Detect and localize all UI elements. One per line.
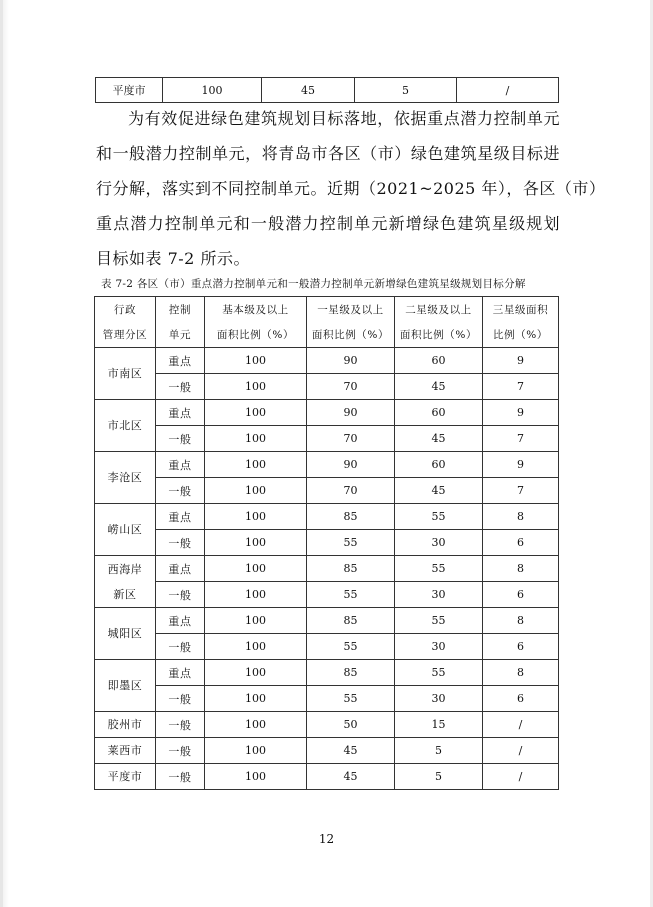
three-star-ratio-cell: 7 <box>483 374 559 400</box>
table-row <box>95 556 559 582</box>
two-star-ratio-cell: 5 <box>395 738 483 764</box>
three-star-ratio-cell: 9 <box>483 452 559 478</box>
basic-ratio-cell: 100 <box>205 504 307 530</box>
three-star-ratio-cell: 6 <box>483 530 559 556</box>
targets-table <box>94 296 559 790</box>
two-star-ratio-cell: 15 <box>395 712 483 738</box>
table-row <box>95 452 559 478</box>
basic-ratio-cell: 100 <box>205 738 307 764</box>
table-row <box>95 400 559 426</box>
one-star-ratio-cell: 45 <box>262 78 355 103</box>
three-star-ratio-cell: 6 <box>483 634 559 660</box>
one-star-ratio-cell: 55 <box>307 634 395 660</box>
table-row <box>95 478 559 504</box>
two-star-ratio-cell: 30 <box>395 582 483 608</box>
two-star-ratio-cell: 45 <box>395 478 483 504</box>
page-number: 12 <box>318 832 335 846</box>
three-star-ratio-cell: 8 <box>483 660 559 686</box>
basic-ratio-cell: 100 <box>205 348 307 374</box>
header-two-star-l1: 二星级及以上 <box>395 297 483 323</box>
one-star-ratio-cell: 85 <box>307 660 395 686</box>
table-row <box>95 712 559 738</box>
one-star-ratio-cell: 55 <box>307 686 395 712</box>
basic-ratio-cell: 100 <box>205 634 307 660</box>
district-name-line2: 新区 <box>113 587 137 601</box>
one-star-ratio-cell: 55 <box>307 530 395 556</box>
two-star-ratio-cell: 45 <box>395 374 483 400</box>
unit-cell: 一般 <box>156 374 205 400</box>
three-star-ratio-cell: / <box>483 738 559 764</box>
two-star-ratio-cell: 60 <box>395 400 483 426</box>
unit-cell: 重点 <box>156 348 205 374</box>
continued-table-fragment <box>95 77 559 103</box>
table-row <box>95 426 559 452</box>
header-unit-l2: 单元 <box>156 322 205 348</box>
one-star-ratio-cell: 45 <box>307 738 395 764</box>
district-cell: 市北区 <box>95 400 156 452</box>
basic-ratio-cell: 100 <box>205 452 307 478</box>
district-cell: 崂山区 <box>95 504 156 556</box>
header-three-star-l2: 比例（%） <box>483 322 559 348</box>
two-star-ratio-cell: 5 <box>395 764 483 790</box>
basic-ratio-cell: 100 <box>205 556 307 582</box>
table-row <box>95 348 559 374</box>
header-one-star-l1: 一星级及以上 <box>307 297 395 323</box>
unit-cell: 重点 <box>156 504 205 530</box>
unit-cell: 重点 <box>156 400 205 426</box>
district-name-line1: 西海岸 <box>107 562 143 576</box>
unit-cell: 重点 <box>156 660 205 686</box>
three-star-ratio-cell: 6 <box>483 582 559 608</box>
table-row <box>95 374 559 400</box>
district-cell: 胶州市 <box>95 712 156 738</box>
two-star-ratio-cell: 30 <box>395 686 483 712</box>
one-star-ratio-cell: 85 <box>307 504 395 530</box>
basic-ratio-cell: 100 <box>205 712 307 738</box>
one-star-ratio-cell: 45 <box>307 764 395 790</box>
three-star-ratio-cell: 9 <box>483 348 559 374</box>
one-star-ratio-cell: 50 <box>307 712 395 738</box>
three-star-ratio-cell: / <box>483 712 559 738</box>
three-star-ratio-cell: 9 <box>483 400 559 426</box>
unit-cell: 一般 <box>156 738 205 764</box>
district-cell: 市南区 <box>95 348 156 400</box>
basic-ratio-cell: 100 <box>205 686 307 712</box>
two-star-ratio-cell: 30 <box>395 530 483 556</box>
one-star-ratio-cell: 90 <box>307 452 395 478</box>
one-star-ratio-cell: 85 <box>307 608 395 634</box>
basic-ratio-cell: 100 <box>205 608 307 634</box>
three-star-ratio-cell: 8 <box>483 608 559 634</box>
district-cell <box>95 556 156 608</box>
unit-cell: 重点 <box>156 556 205 582</box>
one-star-ratio-cell: 90 <box>307 400 395 426</box>
table-header-row <box>95 322 559 348</box>
table-row <box>95 582 559 608</box>
unit-cell: 重点 <box>156 608 205 634</box>
table-row <box>95 660 559 686</box>
header-two-star-l2: 面积比例（%） <box>395 322 483 348</box>
body-paragraph <box>96 101 606 276</box>
three-star-ratio-cell: / <box>457 78 559 103</box>
unit-cell: 一般 <box>156 712 205 738</box>
unit-cell: 一般 <box>156 582 205 608</box>
two-star-ratio-cell: 55 <box>395 556 483 582</box>
paragraph-line: 为有效促进绿色建筑规划目标落地，依据重点潜力控制单元 <box>128 109 560 128</box>
header-district-l2: 管理分区 <box>95 322 156 348</box>
district-cell: 平度市 <box>95 764 156 790</box>
table-row <box>95 634 559 660</box>
one-star-ratio-cell: 70 <box>307 478 395 504</box>
basic-ratio-cell: 100 <box>205 660 307 686</box>
basic-ratio-cell: 100 <box>163 78 262 103</box>
table-row <box>95 530 559 556</box>
basic-ratio-cell: 100 <box>205 764 307 790</box>
basic-ratio-cell: 100 <box>205 478 307 504</box>
unit-cell: 一般 <box>156 764 205 790</box>
header-one-star-l2: 面积比例（%） <box>307 322 395 348</box>
two-star-ratio-cell: 30 <box>395 634 483 660</box>
basic-ratio-cell: 100 <box>205 400 307 426</box>
district-cell: 李沧区 <box>95 452 156 504</box>
basic-ratio-cell: 100 <box>205 530 307 556</box>
unit-cell: 一般 <box>156 426 205 452</box>
two-star-ratio-cell: 45 <box>395 426 483 452</box>
table-row <box>95 686 559 712</box>
paragraph-line: 和一般潜力控制单元，将青岛市各区（市）绿色建筑星级目标进 <box>96 144 560 163</box>
header-basic-l2: 面积比例（%） <box>205 322 307 348</box>
one-star-ratio-cell: 55 <box>307 582 395 608</box>
header-three-star-l1: 三星级面积 <box>483 297 559 323</box>
three-star-ratio-cell: 7 <box>483 426 559 452</box>
basic-ratio-cell: 100 <box>205 374 307 400</box>
paragraph-line: 行分解，落实到不同控制单元。近期（2021~2025 年），各区（市） <box>96 179 606 198</box>
one-star-ratio-cell: 70 <box>307 426 395 452</box>
district-cell: 平度市 <box>96 78 163 103</box>
table-row <box>95 504 559 530</box>
three-star-ratio-cell: 7 <box>483 478 559 504</box>
basic-ratio-cell: 100 <box>205 582 307 608</box>
district-cell: 城阳区 <box>95 608 156 660</box>
unit-cell: 一般 <box>156 530 205 556</box>
two-star-ratio-cell: 60 <box>395 348 483 374</box>
three-star-ratio-cell: / <box>483 764 559 790</box>
one-star-ratio-cell: 85 <box>307 556 395 582</box>
two-star-ratio-cell: 60 <box>395 452 483 478</box>
one-star-ratio-cell: 70 <box>307 374 395 400</box>
three-star-ratio-cell: 8 <box>483 504 559 530</box>
paragraph-line: 目标如表 7-2 所示。 <box>96 249 250 268</box>
unit-cell: 一般 <box>156 634 205 660</box>
two-star-ratio-cell: 55 <box>395 504 483 530</box>
two-star-ratio-cell: 55 <box>395 608 483 634</box>
header-unit-l1: 控制 <box>156 297 205 323</box>
three-star-ratio-cell: 8 <box>483 556 559 582</box>
district-cell: 即墨区 <box>95 660 156 712</box>
one-star-ratio-cell: 90 <box>307 348 395 374</box>
basic-ratio-cell: 100 <box>205 426 307 452</box>
district-cell: 莱西市 <box>95 738 156 764</box>
two-star-ratio-cell: 5 <box>355 78 457 103</box>
table-caption: 表 7-2 各区（市）重点潜力控制单元和一般潜力控制单元新增绿色建筑星级规划目标分解 <box>101 278 526 290</box>
table-row <box>96 78 559 103</box>
header-basic-l1: 基本级及以上 <box>205 297 307 323</box>
unit-cell: 一般 <box>156 686 205 712</box>
unit-cell: 一般 <box>156 478 205 504</box>
header-district-l1: 行政 <box>95 297 156 323</box>
paragraph-line: 重点潜力控制单元和一般潜力控制单元新增绿色建筑星级规划 <box>96 214 560 233</box>
table-row <box>95 764 559 790</box>
table-header-row <box>95 297 559 323</box>
table-row <box>95 738 559 764</box>
unit-cell: 重点 <box>156 452 205 478</box>
three-star-ratio-cell: 6 <box>483 686 559 712</box>
two-star-ratio-cell: 55 <box>395 660 483 686</box>
table-row <box>95 608 559 634</box>
